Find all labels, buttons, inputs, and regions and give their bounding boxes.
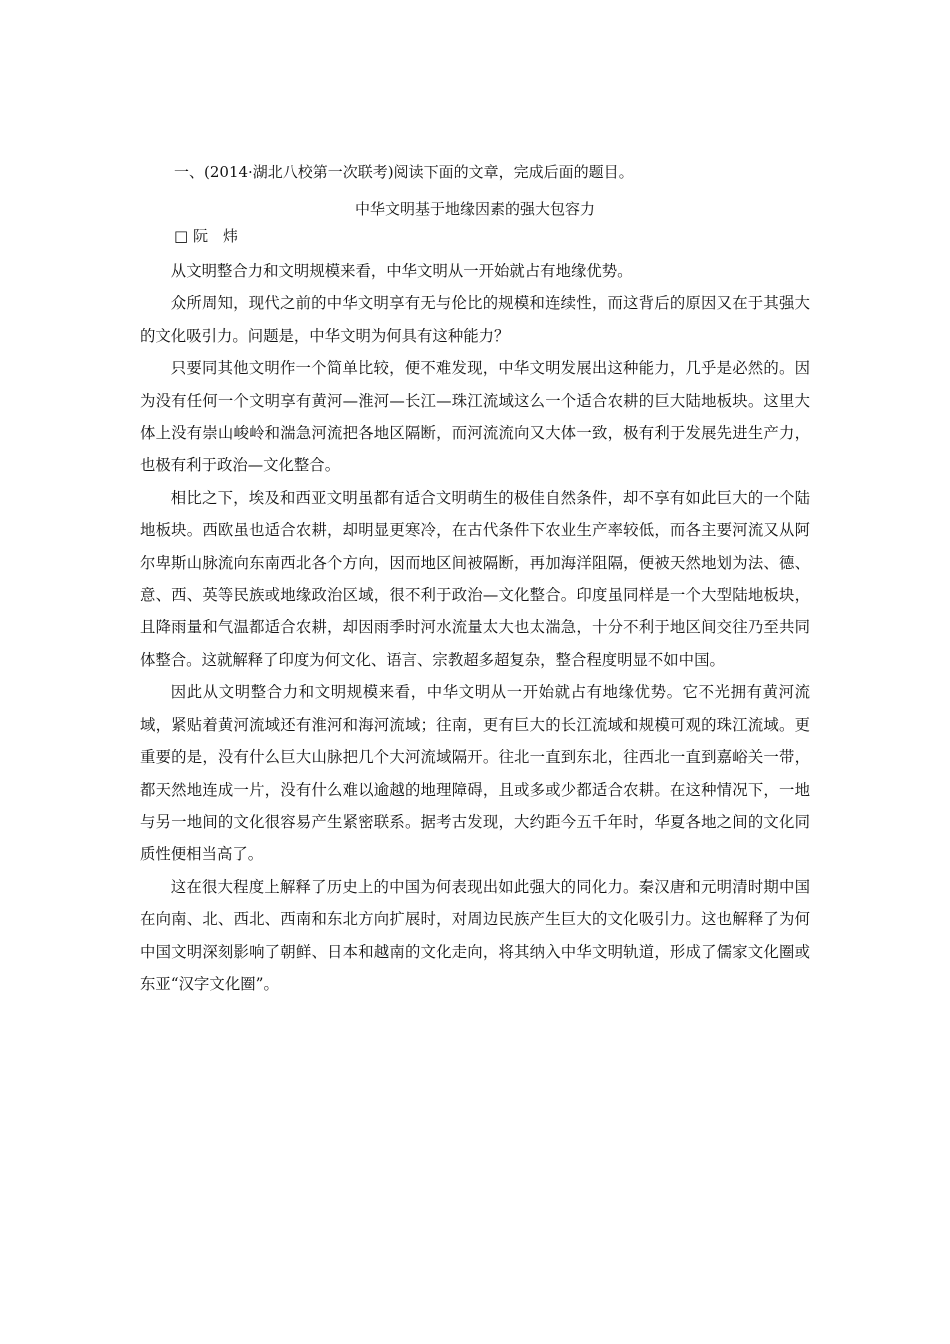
article-title: 中华文明基于地缘因素的强大包容力 [354,200,595,218]
article-author: □ 阮 炜 [174,227,238,245]
paragraph-4: 相比之下，埃及和西亚文明虽都有适合文明萌生的极佳自然条件，却不享有如此巨大的一个陆地板块。西欧虽也适合农耕，却明显更寒冷，在古代条件下农业生产率较低，而各主要河流又从阿尔卑斯山脉流向东南西北各个方向，因而地区间被隔断，再加海洋阻隔，便被天然地划为法、德、意、西、英等民族或地缘政治区域，很不利于政治—文化整合。印度虽同样是一个大型陆地板块，且降雨量和气温都适合农耕，却因雨季时河水流量太大也太湍急，十分不利于地区间交往乃至共同体整合。这就解释了印度为何文化、语言、宗教超多超复杂，整合程度明显不如中国。 [140,488,810,669]
paragraph-5: 因此从文明整合力和文明规模来看，中华文明从一开始就占有地缘优势。它不光拥有黄河流域，紧贴着黄河流域还有淮河和海河流域；往南，更有巨大的长江流域和规模可观的珠江流域。更重要的是，没有什么巨大山脉把几个大河流域隔开。往北一直到东北，往西北一直到嘉峪关一带，都天然地连成一片，没有什么难以逾越的地理障碍，且或多或少都适合农耕。在这种情况下，一地与另一地间的文化很容易产生紧密联系。据考古发现，大约距今五千年时，华夏各地之间的文化同质性便相当高了。 [140,683,810,864]
article-body [140,255,810,1000]
paragraph-6: 这在很大程度上解释了历史上的中国为何表现出如此强大的同化力。秦汉唐和元明清时期中国在向南、北、西北、西南和东北方向扩展时，对周边民族产生巨大的文化吸引力。这也解释了为何中国文明深刻影响了朝鲜、日本和越南的文化走向，将其纳入中华文明轨道，形成了儒家文化圈或东亚“汉字文化圈”。 [140,877,810,993]
paragraph-3: 只要同其他文明作一个简单比较，便不难发现，中华文明发展出这种能力，几乎是必然的。因为没有任何一个文明享有黄河—淮河—长江—珠江流域这么一个适合农耕的巨大陆地板块。这里大体上没有崇山峻岭和湍急河流把各地区隔断，而河流流向又大体一致，极有利于发展先进生产力，也极有利于政治—文化整合。 [140,359,810,475]
paragraph-2: 众所周知，现代之前的中华文明享有无与伦比的规模和连续性，而这背后的原因又在于其强大的文化吸引力。问题是，中华文明为何具有这种能力？ [140,294,810,345]
question-heading: 一、(2014·湖北八校第一次联考)阅读下面的文章，完成后面的题目。 [174,163,634,181]
paragraph-1: 从文明整合力和文明规模来看，中华文明从一开始就占有地缘优势。 [170,262,633,280]
